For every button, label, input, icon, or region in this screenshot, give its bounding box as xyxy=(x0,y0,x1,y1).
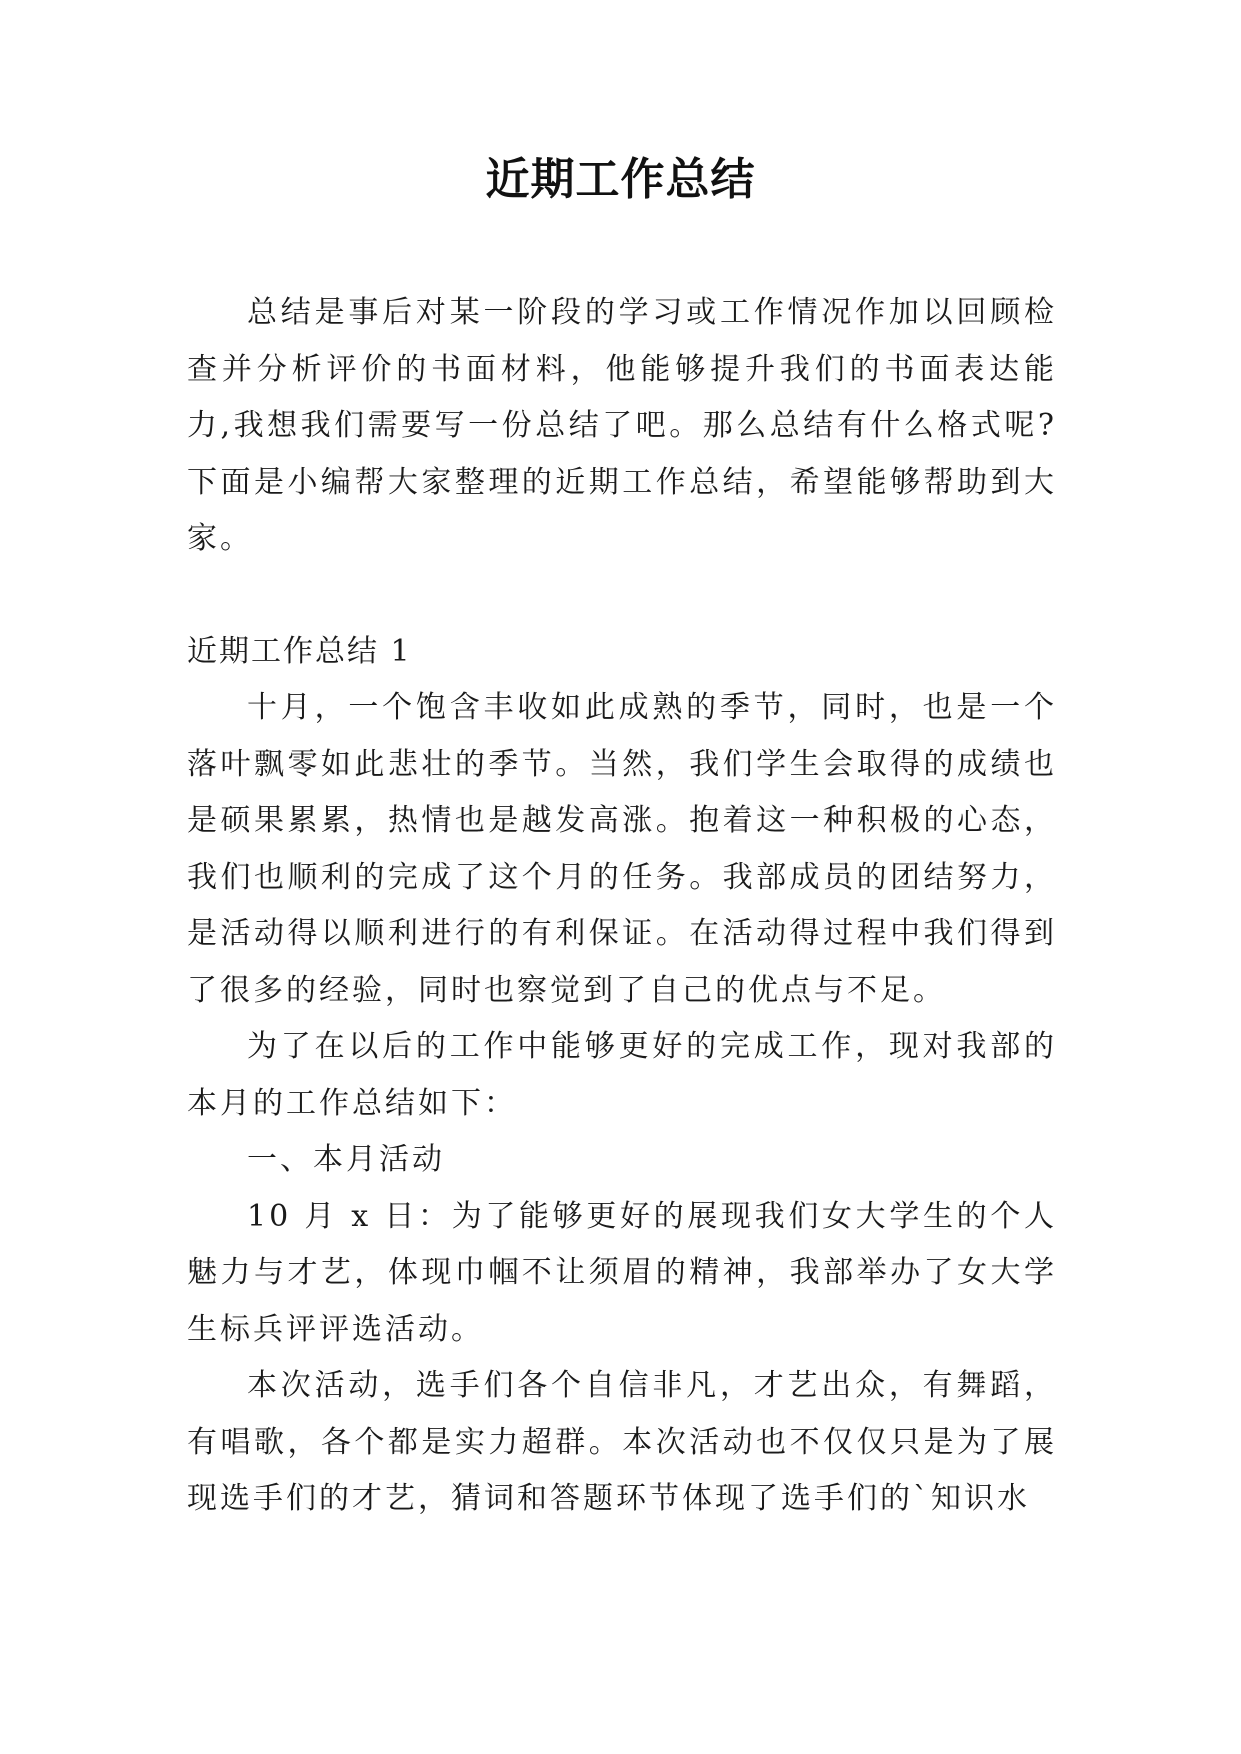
intro-paragraph: 总结是事后对某一阶段的学习或工作情况作加以回顾检查并分析评价的书面材料，他能够提升我们的书面表达能力,我想我们需要写一份总结了吧。那么总结有什么格式呢?下面是小编帮大家整理的近期工作总结，希望能够帮助到大家。 xyxy=(187,295,1057,556)
paragraph-4: 本次活动，选手们各个自信非凡，才艺出众，有舞蹈，有唱歌，各个都是实力超群。本次活动也不仅仅只是为了展现选手们的才艺，猜词和答题环节体现了选手们的`知识水 xyxy=(187,1368,1057,1516)
document-title: 近期工作总结 xyxy=(485,154,756,205)
sub-heading: 一、本月活动 xyxy=(247,1142,445,1177)
spacer xyxy=(187,568,1057,624)
document-body xyxy=(187,285,1057,1528)
section-heading: 近期工作总结 1 xyxy=(187,633,412,669)
paragraph-2: 为了在以后的工作中能够更好的完成工作，现对我部的本月的工作总结如下： xyxy=(187,1029,1057,1121)
paragraph-1: 十月，一个饱含丰收如此成熟的季节，同时，也是一个落叶飘零如此悲壮的季节。当然，我们学生会取得的成绩也是硕果累累，热情也是越发高涨。抱着这一种积极的心态，我们也顺利的完成了这个月的任务。我部成员的团结努力，是活动得以顺利进行的有利保证。在活动得过程中我们得到了很多的经验，同时也察觉到了自己的优点与不足。 xyxy=(187,690,1057,1008)
paragraph-3: 10 月 x 日：为了能够更好的展现我们女大学生的个人魅力与才艺，体现巾帼不让须眉的精神，我部举办了女大学生标兵评评选活动。 xyxy=(187,1198,1057,1347)
